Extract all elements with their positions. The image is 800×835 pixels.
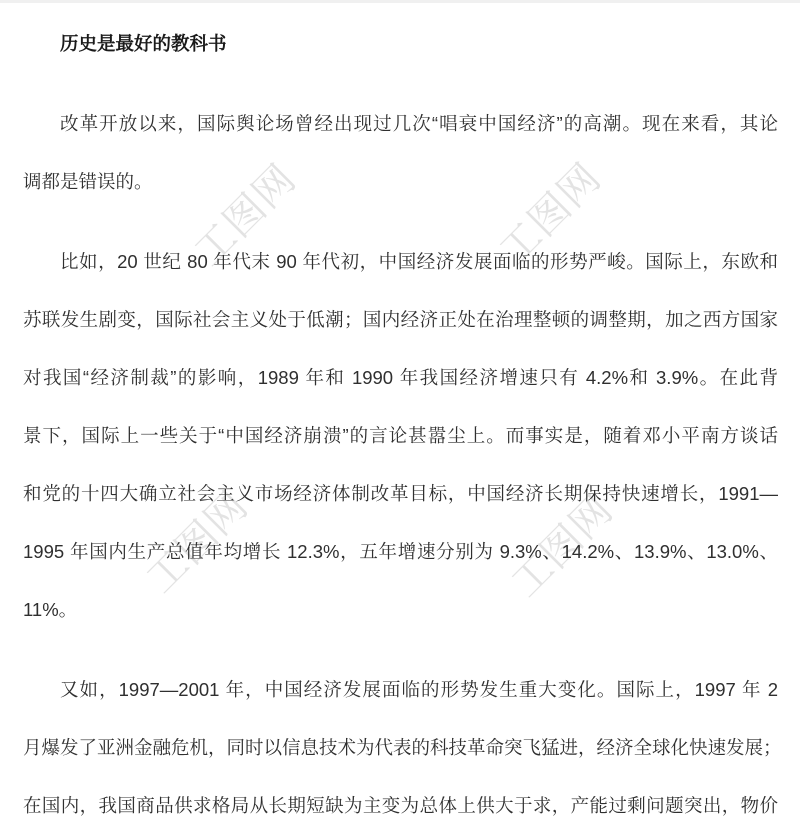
paragraph <box>23 661 782 835</box>
text-line: 在国内，我国商品供求格局从长期短缺为主变为总体上供大于求，产能过剩问题突出，物价 <box>23 795 778 816</box>
text-line: 又如，1997—2001 年，中国经济发展面临的形势发生重大变化。国际上，1997 年 2 <box>60 679 778 700</box>
text-line: 景下，国际上一些关于“中国经济崩溃”的言论甚嚣尘上。而事实是，随着邓小平南方谈话 <box>23 425 778 446</box>
watermark: 工图网 <box>186 156 305 275</box>
text-line: 比如，20 世纪 80 年代末 90 年代初，中国经济发展面临的形势严峻。国际上，东欧和 <box>60 251 778 272</box>
text-line: 改革开放以来，国际舆论场曾经出现过几次“唱衰中国经济”的高潮。现在来看，其论 <box>60 113 778 134</box>
watermark: 工图网 <box>491 155 610 274</box>
text-line: 1995 年国内生产总值年均增长 12.3%，五年增速分别为 9.3%、14.2%、13.9%、13.0%、 <box>23 541 778 562</box>
title-block <box>23 15 778 73</box>
text-line: 和党的十四大确立社会主义市场经济体制改革目标，中国经济长期保持快速增长，1991— <box>23 483 778 504</box>
text-line: 调都是错误的。 <box>23 171 153 192</box>
text-line: 月爆发了亚洲金融危机，同时以信息技术为代表的科技革命突飞猛进，经济全球化快速发展； <box>23 737 782 758</box>
document-title: 历史是最好的教科书 <box>60 33 227 54</box>
paragraph <box>23 233 778 639</box>
text-line: 11%。 <box>23 599 78 620</box>
text-line: 对我国“经济制裁”的影响，1989 年和 1990 年我国经济增速只有 4.2%和 3.9%。在此背 <box>23 367 778 388</box>
watermark: 工图网 <box>138 483 257 602</box>
watermark: 工图网 <box>503 487 622 606</box>
page-top-edge <box>0 0 800 3</box>
paragraph <box>23 95 778 211</box>
text-line: 苏联发生剧变，国际社会主义处于低潮；国内经济正处在治理整顿的调整期，加之西方国家 <box>23 309 778 330</box>
